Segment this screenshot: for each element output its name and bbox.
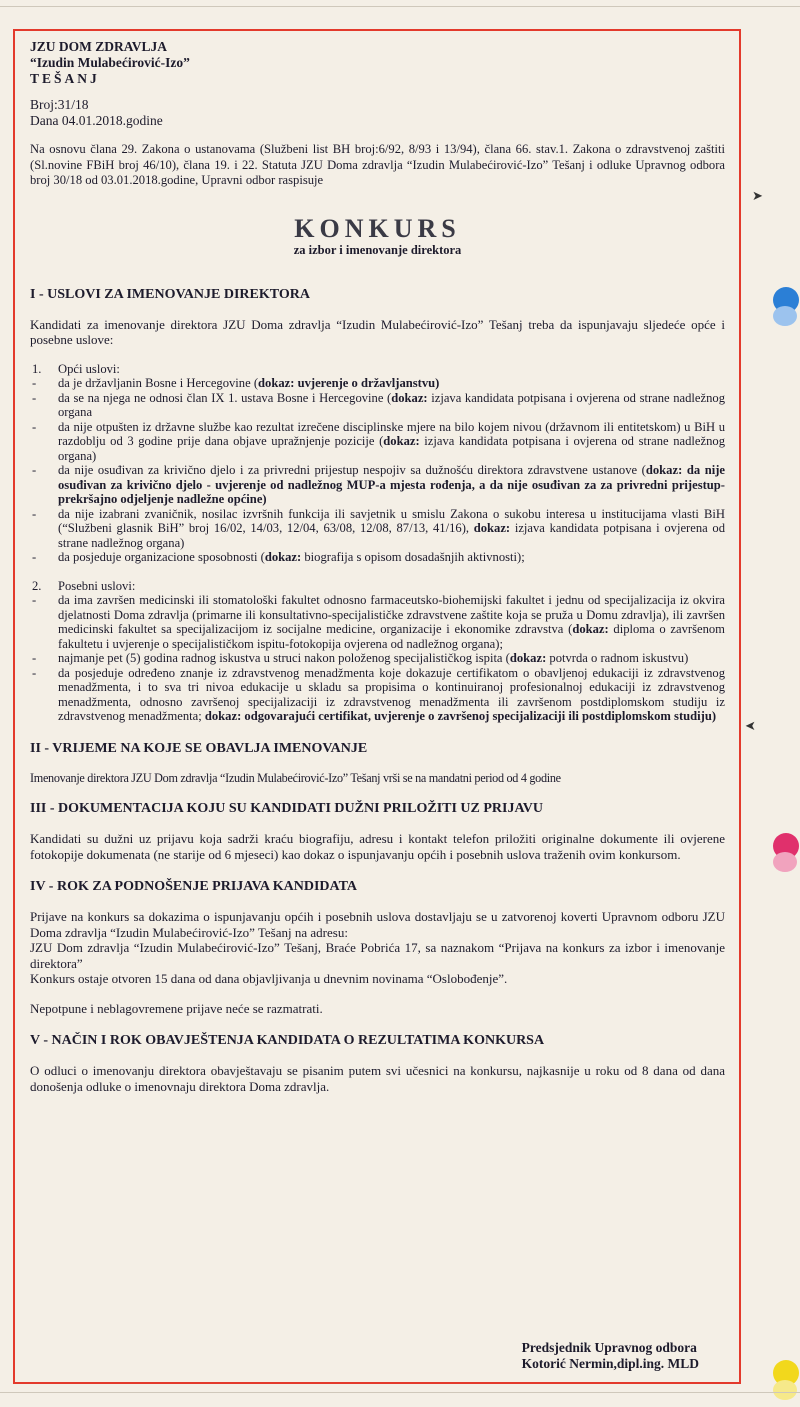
section-2-text: Imenovanje direktora JZU Dom zdravlja “Izudin Mulabećirović-Izo” Tešanj vrši se na mandatni period od 4 godine — [30, 770, 561, 785]
signature-name: Kotorić Nermin,dipl.ing. MLD — [521, 1356, 699, 1371]
registration-dot-lightblue — [773, 306, 797, 326]
institution-name: JZU DOM ZDRAVLJA — [30, 39, 168, 54]
list-number: 2. — [32, 578, 42, 593]
document-subtitle: za izbor i imenovanje direktora — [293, 242, 462, 257]
newspaper-fold-line — [0, 6, 800, 7]
section-5-heading: V - NAČIN I ROK OBAVJEŠTENJA KANDIDATA O REZULTATIMA KONKURSA — [30, 1033, 545, 1048]
section-1-heading: I - USLOVI ZA IMENOVANJE DIREKTORA — [30, 286, 310, 302]
institution-subname: “Izudin Mulabećirović-Izo” — [30, 55, 190, 70]
section-4-deadline: Konkurs ostaje otvoren 15 dana od dana objavljivanja u dnevnim novinama “Oslobođenje”. — [30, 971, 508, 986]
document-number: Broj:31/18 — [30, 97, 89, 112]
general-condition: - da posjeduje organizacione sposobnosti (dokaz: biografija s opisom dosadašnjih aktivnosti); — [32, 550, 525, 564]
section-4-heading: IV - ROK ZA PODNOŠENJE PRIJAVA KANDIDATA — [30, 879, 357, 894]
document-title: KONKURS — [294, 213, 461, 243]
section-1-intro: Kandidati za imenovanje direktora JZU Doma zdravlja “Izudin Mulabećirović-Izo” Tešanj treba da ispunjavaju sljedeće opće i posebne uslove: — [30, 316, 725, 347]
document-meta — [30, 97, 725, 129]
registration-dot-lightyellow — [773, 1380, 797, 1400]
general-condition: - da nije otpušten iz državne službe kao rezultat izrečene disciplinske mjere na bilo kojem nivou (državnom ili entitetskom) u BiH u razdoblju od 3 godine prije dana objave upražnjenje pozicije (dokaz: izjava kandidata potpisana i ovjerena od strane nadležnog organa) — [32, 419, 725, 463]
institution-header — [30, 39, 725, 87]
section-4-address: JZU Dom zdravlja “Izudin Mulabećirović-Izo” Tešanj, Braće Pobrića 17, sa naznakom “Prijava na konkurs za izbor i imenovanje direktora” — [30, 940, 725, 971]
section-2-heading: II - VRIJEME NA KOJE SE OBAVLJA IMENOVANJE — [30, 740, 368, 756]
announcement-frame — [13, 29, 741, 1384]
margin-arrow-icon: ➤ — [752, 188, 763, 203]
general-condition: - da nije osuđivan za krivično djelo i za privredni prijestup nespojiv sa dužnošću direktora zdravstvene ustanove (dokaz: da nije osuđivan za krivično djelo - uvjerenje od nadležnog MUP-a mjesta rođenja, a da nije osuđivan za za privredni prijestup-prekršajno odjeljenje nadležne općine) — [32, 463, 725, 506]
section-4-submission: Prijave na konkurs sa dokazima o ispunjavanju općih i posebnih uslova dostavljaju se u zatvorenoj koverti Upravnom odboru JZU Doma zdravlja “Izudin Mulabećirović-Izo” Tešanj na adresu: — [30, 909, 725, 940]
special-condition: - najmanje pet (5) godina radnog iskustva u struci nakon položenog specijalističkog ispita (dokaz: potvrda o radnom iskustvu) — [32, 651, 689, 665]
signature-title: Predsjednik Upravnog odbora — [521, 1340, 697, 1355]
section-3-heading: III - DOKUMENTACIJA KOJU SU KANDIDATI DUŽNI PRILOŽITI UZ PRIJAVU — [30, 801, 544, 816]
general-condition: - da nije izabrani zvaničnik, nosilac izvršnih funkcija ili savjetnik u smislu Zakona o sukobu interesa u institucijama vlasti BiH (“Službeni glasnik BiH” broj 16/02, 14/03, 12/04, 63/08, 12/08, 87/13, 41/16), dokaz: izjava kandidata potpisana i ovjerena od strane nadležnog organa) — [32, 506, 725, 550]
legal-basis-paragraph: Na osnovu člana 29. Zakona o ustanovama (Službeni list BH broj:6/92, 8/93 i 13/94), člana 66. stav.1. Zakona o zdravstvenoj zaštiti (Sl.novine FBiH broj 46/10), člana 19. i 22. Statuta JZU Doma zdravlja “Izudin Mulabećirović-Izo” Tešanj i odluke Upravnog odbora broj 30/18 od 03.01.2018.godine, Upravni odbor raspisuje — [30, 142, 725, 187]
special-condition: - da ima završen medicinski ili stomatološki fakultet odnosno farmaceutsko-biohemijski fakultet i jednu od specijalizacija iz okvira djelatnosti Doma zdravlja (primarne ili konsultativno-specijalističke zdravstvene zaštite koja se pruža u Domu zdravlja), ili završen medicinski fakultet sa specijalizacijom iz socijalne medicine, organizacije i ekonomike zdravstva (dokaz: diploma o završenom fakultetu i uvjerenje o specijalističkom ispitu-fotokopija ovjerena od nadležnog organa); — [32, 593, 725, 651]
section-4-note: Nepotpune i neblagovremene prijave neće se razmatrati. — [30, 1000, 323, 1016]
institution-city: TEŠANJ — [30, 71, 100, 86]
special-condition: - da posjeduje određeno znanje iz zdravstvenog menadžmenta koje dokazuje certifikatom o obavljenoj edukaciji iz zdravstvenog menadžmenta, i to sva tri nivoa edukacije u skladu sa propisima o kontinuiranoj profesionalnoj edukaciji iz zdravstvenog menadžmenta, odnosno završenoj specijalizaciji iz zdravstvenog menadžmenta ili završenom postdiplomskom studiju iz zdravstvenog menadžmenta; dokaz: odgovarajući certifikat, uvjerenje o završenoj specijalizaciji ili postdiplomskom studiju) — [32, 665, 725, 723]
general-conditions-label: 1. Opći uslovi: — [32, 361, 120, 376]
general-condition: - da je državljanin Bosne i Hercegovine (dokaz: uvjerenje o državljanstvu) — [32, 376, 440, 390]
signature-block — [522, 1340, 699, 1372]
general-condition: - da se na njega ne odnosi član IX 1. ustava Bosne i Hercegovine (dokaz: izjava kandidata potpisana i ovjerena od strane nadležnog organa — [32, 390, 725, 419]
section-3-text: Kandidati su dužni uz prijavu koja sadrži kraću biografiju, adresu i kontakt telefon priložiti originalne dokumente ili ovjerene fotokopije dokumenata (ne starije od 6 mjeseci) kao dokaz o ispunjavanju općih i posebnih uslova traženih ovim konkursom. — [30, 831, 725, 862]
section-5-text: O odluci o imenovanju direktora obavještavaju se pisanim putem svi učesnici na konkursu, najkasnije u roku od 8 dana od dana donošenja odluke o imenovnaju direktora Doma zdravlja. — [30, 1063, 725, 1094]
registration-dot-pink — [773, 852, 797, 872]
document-date: Dana 04.01.2018.godine — [30, 113, 163, 128]
list-number: 1. — [32, 361, 42, 376]
special-conditions-label: 2. Posebni uslovi: — [32, 578, 136, 593]
margin-arrow-icon: ➤ — [745, 718, 756, 733]
bottom-fold-line — [0, 1392, 800, 1393]
